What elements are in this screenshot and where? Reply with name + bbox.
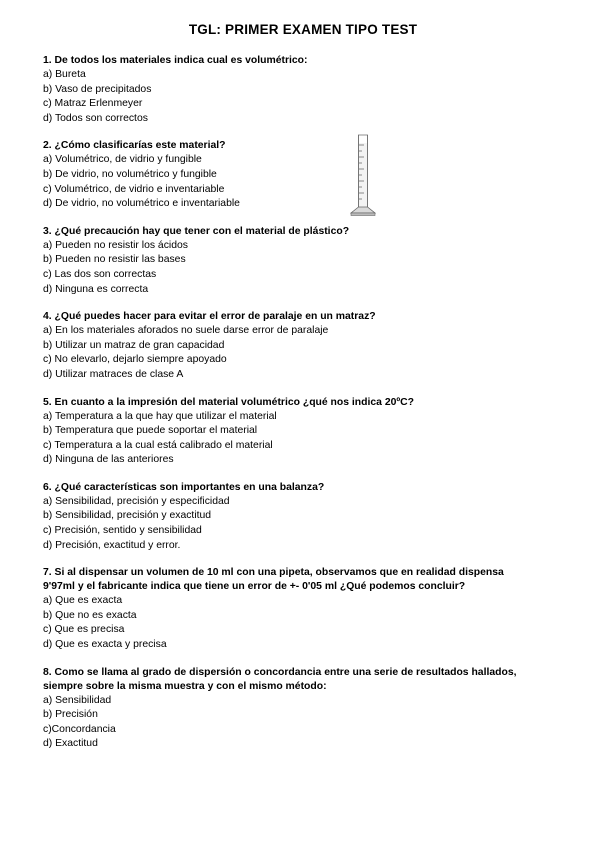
option-d: d) De vidrio, no volumétrico e inventariable: [43, 198, 240, 210]
options-list: [43, 239, 563, 297]
question-text: 4. ¿Qué puedes hacer para evitar el error de paralaje en un matraz?: [43, 311, 376, 323]
exam-page: [43, 18, 563, 765]
question-2: [43, 139, 563, 211]
option-b: b) Precisión: [43, 709, 98, 721]
question-text-line-1: 7. Si al dispensar un volumen de 10 ml con una pipeta, observamos que en realidad dispensa: [43, 567, 504, 579]
question-text-line-2: siempre sobre la misma muestra y con el mismo método:: [43, 680, 327, 692]
question-7: [43, 566, 563, 652]
question-text: 6. ¿Qué características son importantes en una balanza?: [43, 481, 325, 493]
question-6: [43, 481, 563, 553]
option-b: b) De vidrio, no volumétrico y fungible: [43, 168, 217, 180]
options-list: [43, 153, 563, 211]
question-4: [43, 310, 563, 382]
option-d: d) Todos son correctos: [43, 112, 148, 124]
question-1: [43, 54, 563, 126]
option-b: b) Utilizar un matraz de gran capacidad: [43, 339, 225, 351]
options-list: [43, 694, 563, 752]
option-d: d) Ninguna de las anteriores: [43, 454, 174, 466]
question-text-line-1: 8. Como se llama al grado de dispersión o concordancia entre una serie de resultados hallados,: [43, 666, 517, 678]
options-list: [43, 495, 563, 553]
options-list: [43, 410, 563, 468]
option-b: b) Sensibilidad, precisión y exactitud: [43, 510, 212, 522]
option-b: b) Vaso de precipitados: [43, 83, 152, 95]
question-5: [43, 396, 563, 468]
option-c: c) Matraz Erlenmeyer: [43, 98, 143, 110]
options-list: [43, 594, 563, 652]
question-text: 2. ¿Cómo clasificarías este material?: [43, 140, 226, 152]
option-a: a) Temperatura a la que hay que utilizar el material: [43, 410, 277, 422]
option-c: c) Volumétrico, de vidrio e inventariable: [43, 183, 225, 195]
option-c: c) No elevarlo, dejarlo siempre apoyado: [43, 354, 227, 366]
option-a: a) Pueden no resistir los ácidos: [43, 239, 188, 251]
option-a: a) En los materiales aforados no suele darse error de paralaje: [43, 325, 329, 337]
question-text: 1. De todos los materiales indica cual es volumétrico:: [43, 55, 308, 66]
option-b: b) Temperatura que puede soportar el material: [43, 425, 258, 437]
graduated-cylinder-icon: [348, 133, 378, 217]
option-c: c)Concordancia: [43, 723, 116, 735]
option-d: d) Exactitud: [43, 738, 98, 750]
question-text: 5. En cuanto a la impresión del material volumétrico ¿qué nos indica 20ºC?: [43, 396, 415, 408]
option-a: a) Sensibilidad, precisión y especificidad: [43, 495, 230, 507]
option-a: a) Bureta: [43, 69, 86, 80]
options-list: [43, 324, 563, 382]
option-c: c) Las dos son correctas: [43, 268, 157, 280]
option-c: c) Que es precisa: [43, 624, 125, 636]
option-c: c) Temperatura a la cual está calibrado el material: [43, 439, 273, 451]
option-d: d) Utilizar matraces de clase A: [43, 368, 184, 380]
option-d: d) Precisión, exactitud y error.: [43, 539, 181, 551]
options-list: [43, 68, 563, 126]
option-d: d) Ninguna es correcta: [43, 283, 149, 295]
option-b: b) Pueden no resistir las bases: [43, 254, 186, 266]
option-a: a) Que es exacta: [43, 595, 123, 607]
option-b: b) Que no es exacta: [43, 609, 137, 621]
option-a: a) Volumétrico, de vidrio y fungible: [43, 154, 202, 166]
question-3: [43, 225, 563, 297]
option-a: a) Sensibilidad: [43, 694, 112, 706]
question-text-line-2: 9'97ml y el fabricante indica que tiene un error de +- 0'05 ml ¿Qué podemos concluir?: [43, 581, 466, 593]
option-d: d) Que es exacta y precisa: [43, 639, 167, 651]
question-text: 3. ¿Qué precaución hay que tener con el material de plástico?: [43, 225, 350, 237]
option-c: c) Precisión, sentido y sensibilidad: [43, 525, 202, 537]
page-title: TGL: PRIMER EXAMEN TIPO TEST: [188, 22, 418, 37]
question-8: [43, 666, 563, 752]
